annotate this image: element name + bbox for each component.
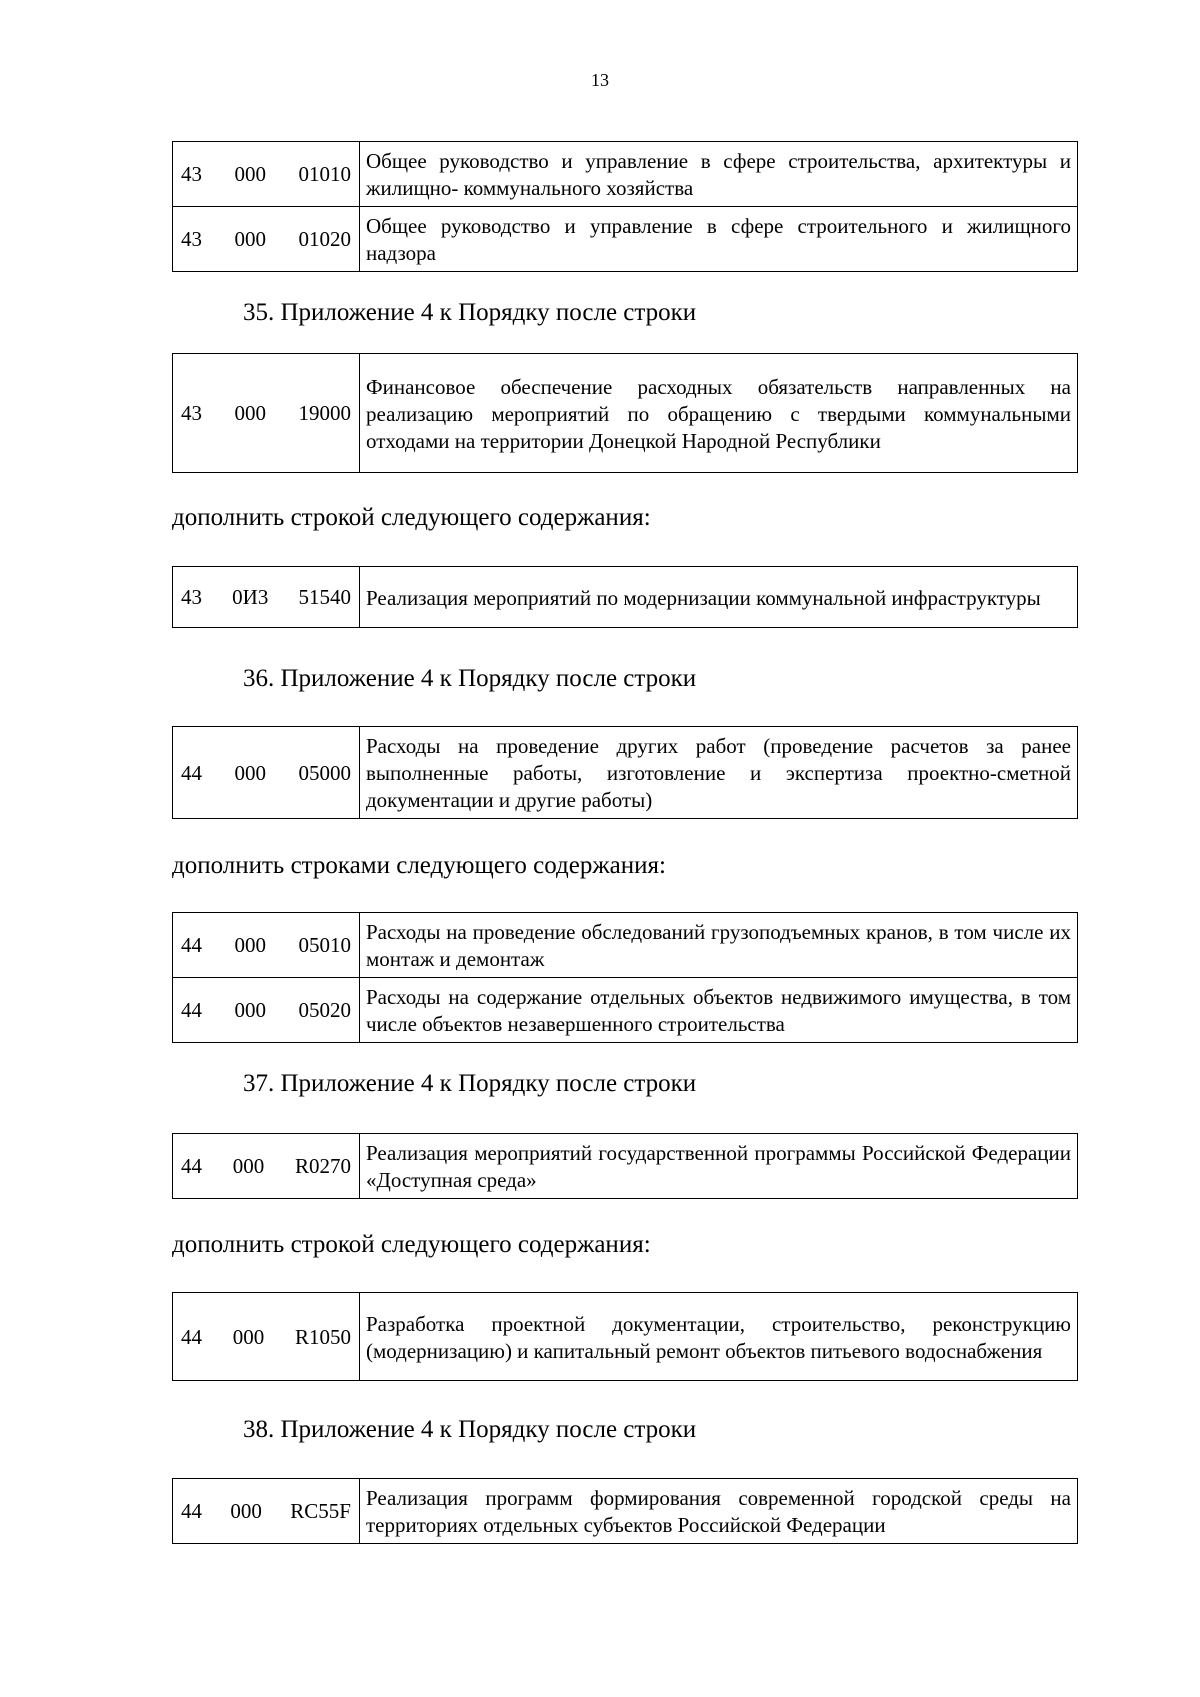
code-table-6 <box>172 1133 1078 1199</box>
section-heading: 38. Приложение 4 к Порядку после строки <box>243 1416 697 1443</box>
code-cell: 43 0И3 51540 <box>173 567 360 628</box>
code-cell: 43 000 19000 <box>173 354 360 473</box>
code-cell: 44 000 R1050 <box>173 1293 360 1381</box>
table-row <box>173 913 1078 978</box>
table-row <box>173 1479 1078 1544</box>
table-row <box>173 978 1078 1043</box>
code-table-1 <box>172 141 1078 272</box>
instruction-paragraph: дополнить строкой следующего содержания: <box>172 1231 651 1258</box>
description-cell: Реализация мероприятий по модернизации коммунальной инфраструктуры <box>360 567 1078 628</box>
description-cell: Общее руководство и управление в сфере строительства, архитектуры и жилищно- коммунального хозяйства <box>360 142 1078 207</box>
code-table-7 <box>172 1292 1078 1381</box>
description-cell: Общее руководство и управление в сфере строительного и жилищного надзора <box>360 207 1078 272</box>
code-cell: 44 000 05010 <box>173 913 360 978</box>
code-table-3 <box>172 566 1078 628</box>
description-cell: Расходы на содержание отдельных объектов недвижимого имущества, в том числе объектов незавершенного строительства <box>360 978 1078 1043</box>
code-cell: 44 000 05020 <box>173 978 360 1043</box>
description-cell: Реализация программ формирования современной городской среды на территориях отдельных субъектов Российской Федерации <box>360 1479 1078 1544</box>
table-row <box>173 1134 1078 1199</box>
table-row <box>173 207 1078 272</box>
description-cell: Финансовое обеспечение расходных обязательств направленных на реализацию мероприятий по обращению с твердыми коммунальными отходами на территории Донецкой Народной Республики <box>360 354 1078 473</box>
code-table-8 <box>172 1478 1078 1544</box>
table-row <box>173 354 1078 473</box>
description-cell: Реализация мероприятий государственной программы Российской Федерации «Доступная среда» <box>360 1134 1078 1199</box>
instruction-paragraph: дополнить строками следующего содержания: <box>172 852 666 879</box>
section-heading: 35. Приложение 4 к Порядку после строки <box>243 299 697 326</box>
code-cell: 43 000 01020 <box>173 207 360 272</box>
section-heading: 36. Приложение 4 к Порядку после строки <box>243 665 697 692</box>
code-cell: 44 000 RC55F <box>173 1479 360 1544</box>
page-number: 13 <box>591 70 609 90</box>
code-cell: 44 000 05000 <box>173 727 360 819</box>
code-table-5 <box>172 912 1078 1043</box>
code-table-2 <box>172 353 1078 473</box>
description-cell: Расходы на проведение других работ (проведение расчетов за ранее выполненные работы, изготовление и экспертиза проектно-сметной документации и другие работы) <box>360 727 1078 819</box>
table-row <box>173 727 1078 819</box>
code-table-4 <box>172 726 1078 819</box>
code-cell: 44 000 R0270 <box>173 1134 360 1199</box>
section-heading: 37. Приложение 4 к Порядку после строки <box>243 1070 697 1097</box>
table-row <box>173 142 1078 207</box>
code-cell: 43 000 01010 <box>173 142 360 207</box>
description-cell: Расходы на проведение обследований грузоподъемных кранов, в том числе их монтаж и демонтаж <box>360 913 1078 978</box>
description-cell: Разработка проектной документации, строительство, реконструкцию (модернизацию) и капитальный ремонт объектов питьевого водоснабжения <box>360 1293 1078 1381</box>
table-row <box>173 567 1078 628</box>
instruction-paragraph: дополнить строкой следующего содержания: <box>172 504 651 531</box>
table-row <box>173 1293 1078 1381</box>
